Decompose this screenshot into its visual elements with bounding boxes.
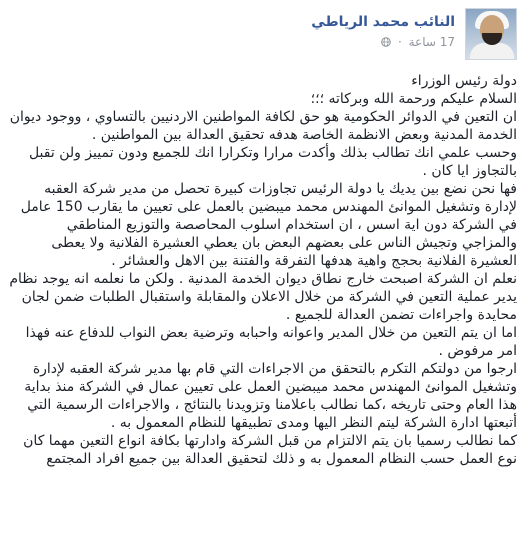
post-header xyxy=(8,8,517,60)
author-name[interactable]: النائب محمد الرياطي xyxy=(311,14,455,30)
avatar-body-shape xyxy=(470,43,514,60)
post-paragraph: وحسب علمي انك تطالب بذلك وأكدت مرارا وتكرارا انك للجميع ودون تمييز ولن تقبل بالتجاوز ايا كان . xyxy=(28,145,517,179)
post-timestamp[interactable]: 17 ساعة xyxy=(408,35,455,49)
post-meta xyxy=(381,35,455,49)
globe-icon[interactable] xyxy=(381,36,391,46)
author-avatar[interactable] xyxy=(465,8,517,60)
post-paragraph: ارجوا من دولتكم التكرم بالتحقق من الاجراءات التي قام بها مدير شركة العقبه لإدارة وتشغيل الموانئ المهندس محمد ميبضين العمل على تعيين عمال في الشركة منذ بداية هذا العام وحتى تاريخه ،كما نطالب باعلامنا وتزويدنا بالنتائج ، والاجراءات الرسمية التي أتبعتها ادارة الشركة ليتم النظر اليها ومدى تطبيقها للنظام المعمول به . xyxy=(24,361,517,431)
post-paragraph: فها نحن نضع بين يديك يا دولة الرئيس تجاوزات كبيرة تحصل من مدير شركة العقبه لإدارة وتشغيل الموانئ المهندس محمد ميبضين بالعمل على تعيين ما يقارب 150 عامل في الشركة دون اية اسس ، ان استخدام اسلوب المحاصصة والتوزيع المناطقي والمزاجي وتجيش الناس على بعضهم البعض بان يعطي العشيرة الفلانية ولا يعطى العشيرة الفلانية بحجج واهية هدفها التفرقة والفتنة بين الاهل والعشائر . xyxy=(20,181,517,269)
post-paragraph: نعلم ان الشركة اصبحت خارج نطاق ديوان الخدمة المدنية . ولكن ما نعلمه انه يوجد نظام يدير عملية التعين في الشركة من خلال الاعلان والمقابلة واستقبال الطلبات ضمن لجان محايدة واجراءات تضمن العدالة للجميع . xyxy=(9,271,517,323)
post-paragraph: كما نطالب رسميا بان يتم الالتزام من قبل الشركة وادارتها بكافة انواع التعين مهما كان نوع العمل حسب النظام المعمول به و ذلك لتحقيق العدالة بين جميع افراد المجتمع xyxy=(23,433,517,467)
post-paragraph: السلام عليكم ورحمة الله وبركاته ؛؛؛ xyxy=(310,91,517,107)
post-paragraph: دولة رئيس الوزراء xyxy=(411,73,517,89)
post-paragraph: ان التعين في الدوائر الحكومية هو حق لكافة المواطنين الاردنيين بالتساوي ، ووجود ديوان الخدمة المدنية وبعض الانظمة الخاصة هدفه تحقيق العدالة بين المواطنين . xyxy=(9,109,517,143)
post-body xyxy=(8,72,517,468)
meta-separator: · xyxy=(397,35,402,49)
post-paragraph: اما ان يتم التعين من خلال المدير واعوانه واحبابه وترضية بعض النواب للدفاع عنه فهذا امر مرفوض . xyxy=(25,325,517,359)
